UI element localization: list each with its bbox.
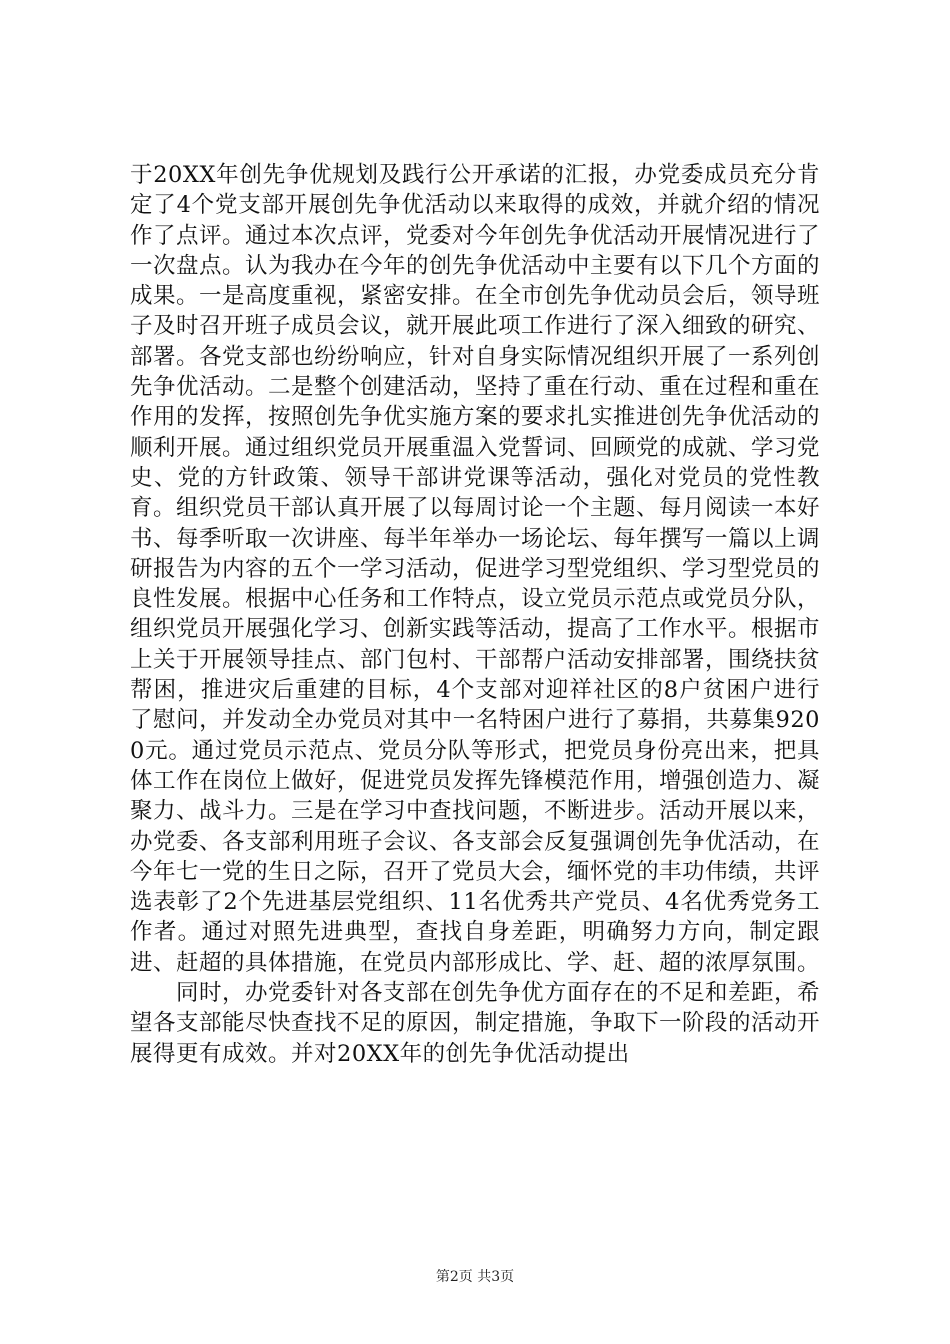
paragraph-1: 于20XX年创先争优规划及践行公开承诺的汇报，办党委成员充分肯定了4个党支部开展创先争优活动以来取得的成效，并就介绍的情况作了点评。通过本次点评，党委对今年创先争优活动开展情况进行了一次盘点。认为我办在今年的创先争优活动中主要有以下几个方面的成果。一是高度重视，紧密安排。在全市创先争优动员会后，领导班子及时召开班子成员会议，就开展此项工作进行了深入细致的研究、部署。各党支部也纷纷响应，针对自身实际情况组织开展了一系列创先争优活动。二是整个创建活动，坚持了重在行动、重在过程和重在作用的发挥，按照创先争优实施方案的要求扎实推进创先争优活动的顺利开展。通过组织党员开展重温入党誓词、回顾党的成就、学习党史、党的方针政策、领导干部讲党课等活动，强化对党员的党性教育。组织党员干部认真开展了以每周讨论一个主题、每月阅读一本好书、每季听取一次讲座、每半年举办一场论坛、每年撰写一篇以上调研报告为内容的五个一学习活动，促进学习型党组织、学习型党员的良性发展。根据中心任务和工作特点，设立党员示范点或党员分队，组织党员开展强化学习、创新实践等活动，提高了工作水平。根据市上关于开展领导挂点、部门包村、干部帮户活动安排部署，围绕扶贫帮困，推进灾后重建的目标，4个支部对迎祥社区的8户贫困户进行了慰问，并发动全办党员对其中一名特困户进行了募捐，共募集9200元。通过党员示范点、党员分队等形式，把党员身份亮出来，把具体工作在岗位上做好，促进党员发挥先锋模范作用，增强创造力、凝聚力、战斗力。三是在学习中查找问题，不断进步。活动开展以来，办党委、各支部利用班子会议、各支部会反复强调创先争优活动，在今年七一党的生日之际，召开了党员大会，缅怀党的丰功伟绩，共评选表彰了2个先进基层党组织、11名优秀共产党员、4名优秀党务工作者。通过对照先进典型，查找自身差距，明确努力方向，制定跟进、赶超的具体措施，在党员内部形成比、学、赶、超的浓厚氛围。 (130, 162, 821, 976)
page-footer: 第2页 共3页 (435, 1269, 515, 1285)
paragraph-2: 同时，办党委针对各支部在创先争优方面存在的不足和差距，希望各支部能尽快查找不足的原因，制定措施，争取下一阶段的活动开展得更有成效。并对20XX年的创先争优活动提出 (130, 980, 821, 1067)
document-body (130, 160, 820, 1069)
